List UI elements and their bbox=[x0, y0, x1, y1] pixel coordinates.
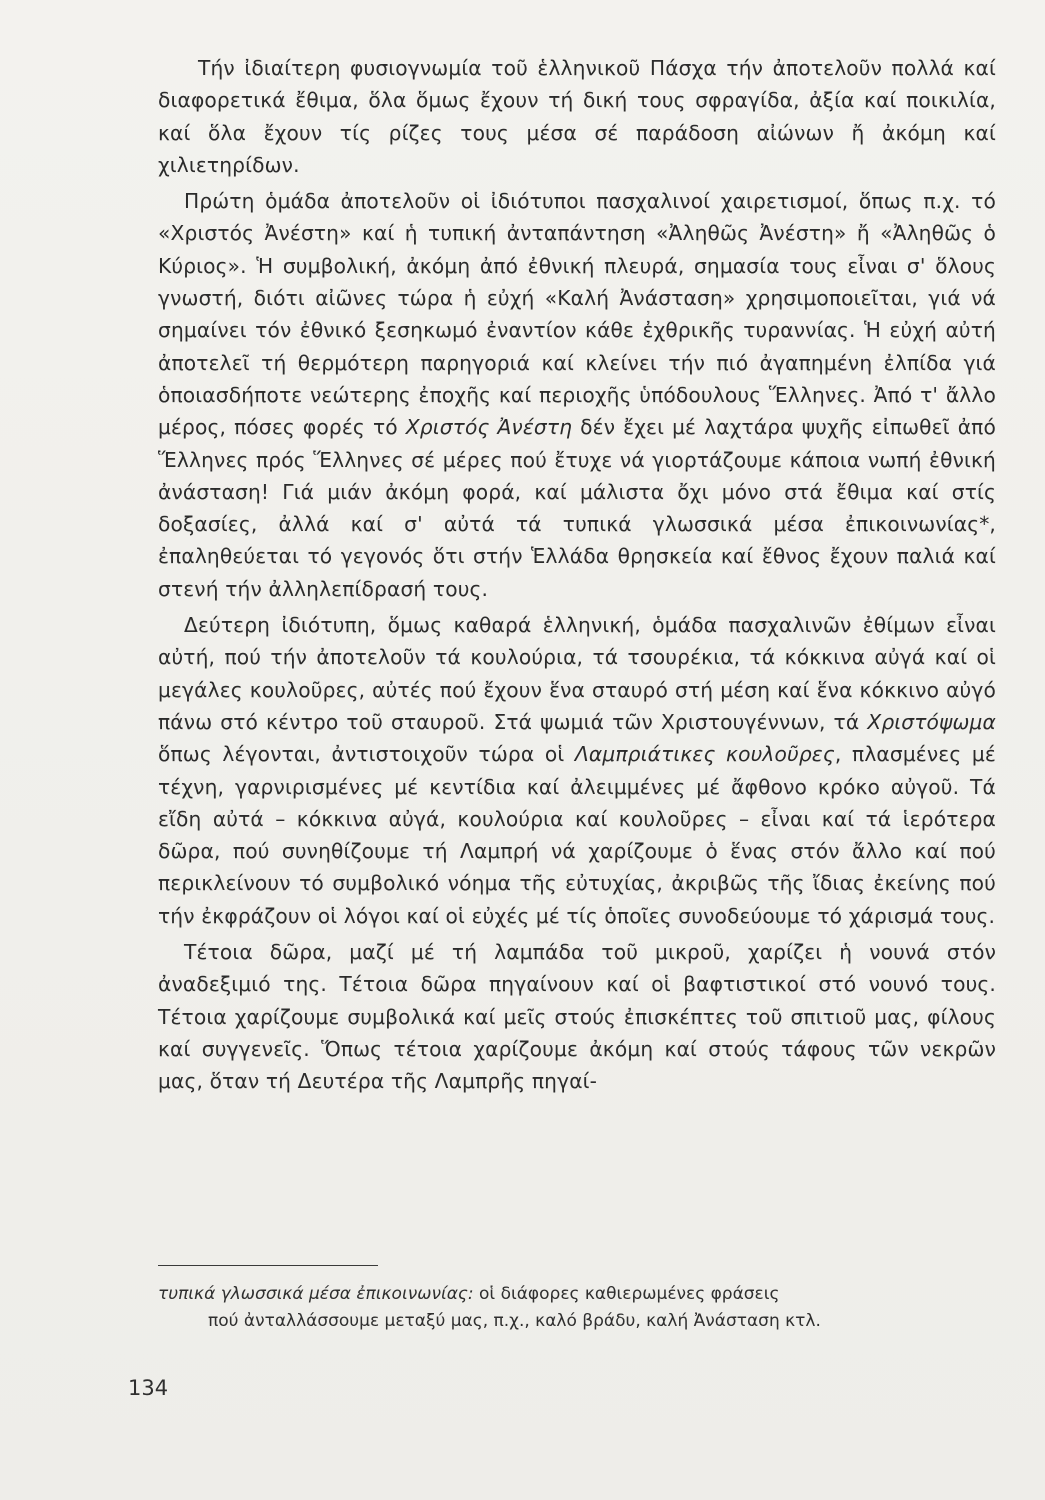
footnote-divider bbox=[158, 1265, 378, 1266]
paragraph-1: Τήν ἰδιαίτερη φυσιογνωμία τοῦ ἑλληνικοῦ Πάσχα τήν ἀποτελοῦν πολλά καί διαφορετικά ἔθιμα, ὅλα ὅμως ἔχουν τή δική τους σφραγίδα, ἀξία καί ποικιλία, καί ὅλα ἔχουν τίς ρίζες τους μέσα σέ παράδοση αἰώνων ἤ ἀκόμη καί χιλιετηρίδων. bbox=[158, 56, 996, 177]
paragraph-2-italic-christos-anesti: Χριστός Ἀνέστη bbox=[405, 415, 573, 440]
paragraph-3-italic-koulouri: Λαμπριάτικες κουλοῦρες bbox=[574, 742, 835, 767]
paragraph-4: Τέτοια δῶρα, μαζί μέ τή λαμπάδα τοῦ μικροῦ, χαρίζει ἡ νουνά στόν ἀναδεξιμιό της. Τέτοια δῶρα πηγαίνουν καί οἱ βαφτιστικοί στό νουνό τους. Τέτοια χαρίζουμε συμβολικά καί μεῖς στούς ἐπισκέπτες τοῦ σπιτιοῦ μας, φίλους καί συγγενεῖς. Ὅπως τέτοια χαρίζουμε ἀκόμη καί στούς τάφους τῶν νεκρῶν μας, ὅταν τή Δευτέρα τῆς Λαμπρῆς πηγαί- bbox=[158, 940, 996, 1094]
paragraph-3-italic-christopsomo: Χριστόψωμα bbox=[867, 709, 996, 734]
footnote-line-1: οἱ διάφορες καθιερωμένες φράσεις bbox=[473, 1284, 780, 1304]
paragraph-3-text-c: ὅπως λέγονται, ἀντιστοιχοῦν τώρα οἱ bbox=[158, 742, 575, 767]
paragraph-2-text-a: Πρώτη ὁμάδα ἀποτελοῦν οἱ ἰδιότυποι πασχαλινοί χαιρετισμοί, ὅπως π.χ. τό «Χριστός Ἀνέστη» καί ἡ τυπική ἀνταπάντηση «Ἀληθῶς Ἀνέστη» ἤ «Ἀληθῶς ὁ Κύριος». Ἡ συμβολική, ἀκόμη ἀπό ἐθνική πλευρά, σημασία τους εἶναι σ' ὅλους γνωστή, διότι αἰῶνες τώρα ἡ εὐχή «Καλή Ἀνάσταση» χρησιμοποιεῖται, γιά νά σημαίνει τόν ἐθνικό ξεσηκωμό ἐναντίον κάθε ἐχθρικῆς τυραννίας. Ἡ εὐχή αὐτή ἀποτελεῖ τή θερμότερη παρηγοριά καί κλείνει τήν πιό ἀγαπημένη ἐλπίδα γιά ὁποιασδήποτε νεώτερης ἐποχῆς καί περιοχῆς ὑπόδουλους Ἕλληνες. Ἀπό τ' ἄλλο μέρος, πόσες φορές τό bbox=[158, 189, 996, 440]
page-number: 134 bbox=[128, 1376, 169, 1400]
footnote-line-2: πού ἀνταλλάσσουμε μεταξύ μας, π.χ., καλό βράδυ, καλή Ἀνάσταση κτλ. bbox=[208, 1311, 821, 1331]
paragraph-2 bbox=[158, 185, 996, 605]
paragraph-3-text-a: Δεύτερη ἰδιότυπη, ὅμως καθαρά ἑλληνική, ὁμάδα πασχαλινῶν ἐθίμων εἶναι αὐτή, πού τήν ἀποτελοῦν τά κουλούρια, τά τσουρέκια, τά κόκκινα αὐγά καί οἱ μεγάλες κουλοῦρες, αὐτές πού ἔχουν ἕνα σταυρό στή μέση καί ἕνα κόκκινο αὐγό πάνω στό κέντρο τοῦ σταυροῦ. Στά ψωμιά τῶν Χριστουγέννων, τά bbox=[158, 613, 996, 734]
footnote bbox=[158, 1281, 978, 1335]
paragraph-2-text-c: δέν ἔχει μέ λαχτάρα ψυχῆς εἰπωθεῖ ἀπό Ἕλληνες πρός Ἕλληνες σέ μέρες πού ἔτυχε νά γιορτάζουμε κάποια νωπή ἐθνική ἀνάσταση! Γιά μιάν ἀκόμη φορά, καί μάλιστα ὄχι μόνο στά ἔθιμα καί στίς δοξασίες, ἀλλά καί σ' αὐτά τά τυπικά γλωσσικά μέσα ἐπικοινωνίας*, ἐπαληθεύεται τό γεγονός ὅτι στήν Ἑλλάδα θρησκεία καί ἔθνος ἔχουν παλιά καί στενή τήν ἀλληλεπίδρασή τους. bbox=[158, 415, 996, 601]
paragraph-3-text-e: , πλασμένες μέ τέχνη, γαρνιρισμένες μέ κεντίδια καί ἀλειμμένες μέ ἄφθονο κρόκο αὐγοῦ. Τά εἴδη αὐτά – κόκκινα αὐγά, κουλούρια καί κουλοῦρες – εἶναι καί τά ἱερότερα δῶρα, πού συνηθίζουμε τή Λαμπρή νά χαρίζουμε ὁ ἕνας στόν ἄλλο καί πού περικλείνουν τό συμβολικό νόημα τῆς εὐτυχίας, ἀκριβῶς τῆς ἴδιας ἐκείνης πού τήν ἐκφράζουν οἱ λόγοι καί οἱ εὐχές μέ τίς ὁποῖες συνοδεύουμε τό χάρισμά τους. bbox=[158, 742, 996, 928]
paragraph-3 bbox=[158, 609, 996, 932]
footnote-term: τυπικά γλωσσικά μέσα ἐπικοινωνίας: bbox=[158, 1284, 474, 1304]
main-text bbox=[158, 52, 996, 1102]
